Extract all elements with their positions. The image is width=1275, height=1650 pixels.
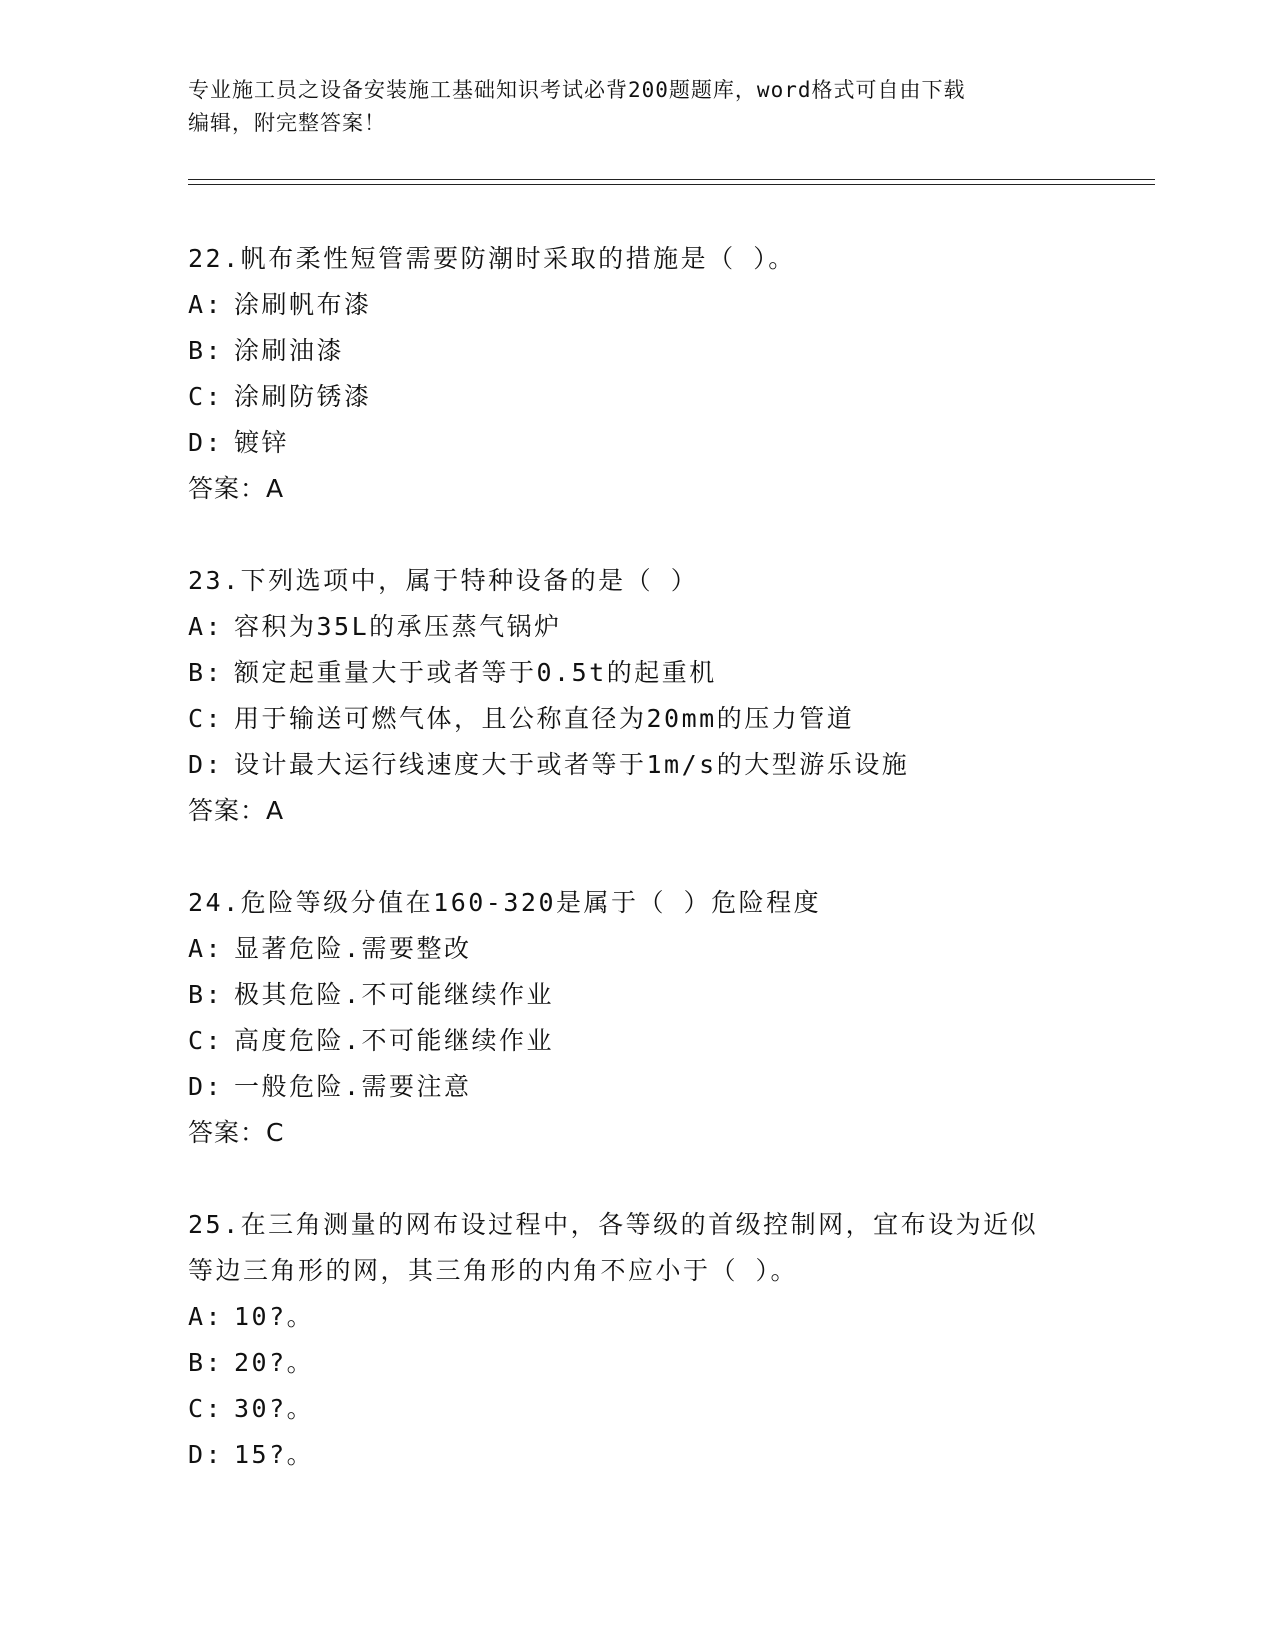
question-stem: 23.下列选项中，属于特种设备的是（ ） <box>188 566 699 595</box>
option-text: 涂刷帆布漆 <box>234 290 372 319</box>
option-letter: A: <box>188 1302 224 1331</box>
option-text: 20?。 <box>234 1348 315 1377</box>
option-letter: A: <box>188 934 224 963</box>
option-text: 显著危险.需要整改 <box>234 934 472 963</box>
option-d <box>188 742 1155 788</box>
header-line-2: 编辑，附完整答案！ <box>188 111 386 135</box>
option-letter: C: <box>188 704 224 733</box>
question-stem-line-1: 25.在三角测量的网布设过程中，各等级的首级控制网，宜布设为近似 <box>188 1210 1039 1239</box>
document-header <box>188 74 1068 140</box>
option-c <box>188 374 1155 420</box>
option-text: 30?。 <box>234 1394 315 1423</box>
option-letter: B: <box>188 658 224 687</box>
option-a <box>188 1294 1155 1340</box>
question-stem: 22.帆布柔性短管需要防潮时采取的措施是（ ）。 <box>188 244 796 273</box>
question-25 <box>188 1202 1155 1478</box>
option-text: 一般危险.需要注意 <box>234 1072 472 1101</box>
option-d <box>188 1064 1155 1110</box>
option-a <box>188 926 1155 972</box>
option-letter: D: <box>188 428 224 457</box>
option-letter: D: <box>188 750 224 779</box>
question-stem: 24.危险等级分值在160-320是属于（ ）危险程度 <box>188 888 822 917</box>
option-text: 设计最大运行线速度大于或者等于1m/s的大型游乐设施 <box>234 750 910 779</box>
option-letter: A: <box>188 290 224 319</box>
option-letter: B: <box>188 1348 224 1377</box>
question-list <box>188 236 1155 1524</box>
option-letter: C: <box>188 1026 224 1055</box>
question-22 <box>188 236 1155 512</box>
option-letter: C: <box>188 1394 224 1423</box>
option-b <box>188 972 1155 1018</box>
option-text: 额定起重量大于或者等于0.5t的起重机 <box>234 658 717 687</box>
option-letter: D: <box>188 1440 224 1469</box>
answer-line: 答案：A <box>188 474 285 503</box>
option-text: 涂刷油漆 <box>234 336 345 365</box>
option-d <box>188 420 1155 466</box>
option-text: 高度危险.不可能继续作业 <box>234 1026 555 1055</box>
option-letter: B: <box>188 980 224 1009</box>
option-text: 容积为35L的承压蒸气锅炉 <box>234 612 562 641</box>
header-divider-top <box>188 179 1155 180</box>
header-divider-bottom <box>188 184 1155 185</box>
answer-line: 答案：A <box>188 796 285 825</box>
option-a <box>188 282 1155 328</box>
question-stem-line-2: 等边三角形的网，其三角形的内角不应小于（ ）。 <box>188 1256 799 1285</box>
option-letter: A: <box>188 612 224 641</box>
option-a <box>188 604 1155 650</box>
option-text: 15?。 <box>234 1440 315 1469</box>
option-text: 极其危险.不可能继续作业 <box>234 980 555 1009</box>
option-letter: B: <box>188 336 224 365</box>
option-c <box>188 1386 1155 1432</box>
option-c <box>188 696 1155 742</box>
option-b <box>188 1340 1155 1386</box>
question-24 <box>188 880 1155 1156</box>
option-letter: D: <box>188 1072 224 1101</box>
option-letter: C: <box>188 382 224 411</box>
option-text: 用于输送可燃气体，且公称直径为20mm的压力管道 <box>234 704 855 733</box>
option-text: 镀锌 <box>234 428 290 457</box>
answer-line: 答案：C <box>188 1118 285 1147</box>
option-c <box>188 1018 1155 1064</box>
option-b <box>188 650 1155 696</box>
option-b <box>188 328 1155 374</box>
header-line-1: 专业施工员之设备安装施工基础知识考试必背200题题库，word格式可自由下载 <box>188 78 966 102</box>
option-text: 涂刷防锈漆 <box>234 382 372 411</box>
option-d <box>188 1432 1155 1478</box>
option-text: 10?。 <box>234 1302 315 1331</box>
question-23 <box>188 558 1155 834</box>
